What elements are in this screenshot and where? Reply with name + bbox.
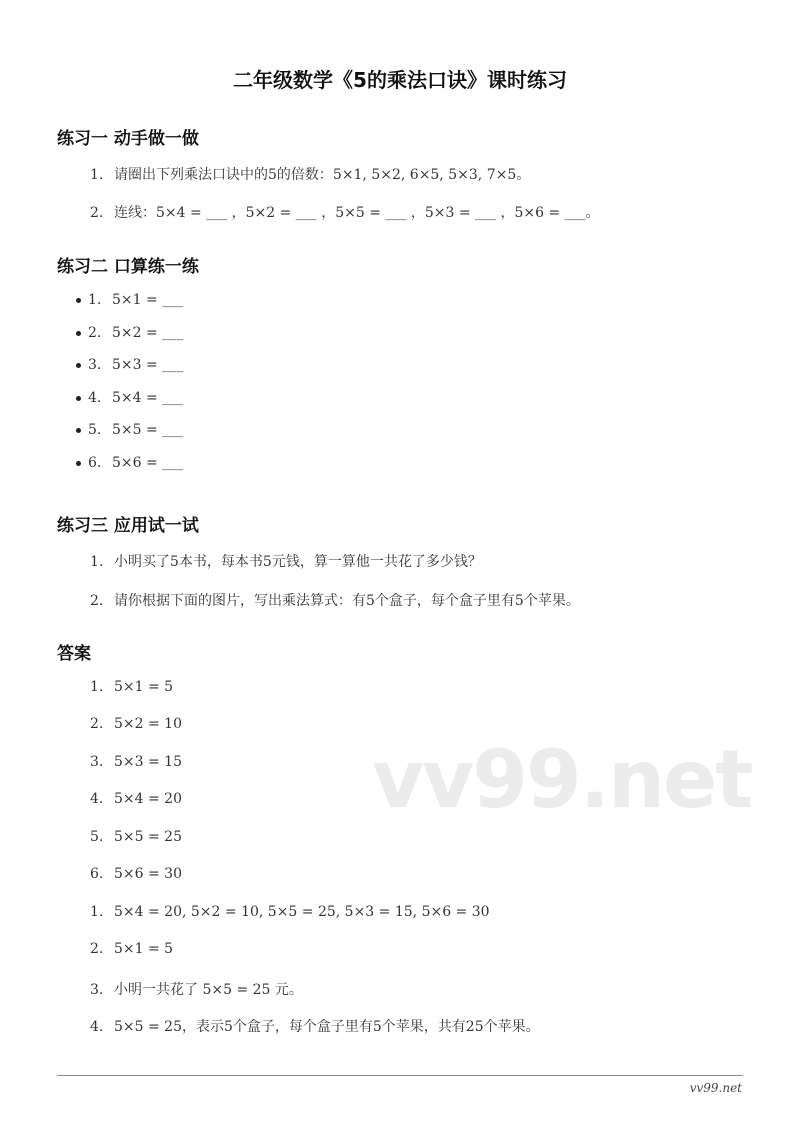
section-heading-2: 练习二 口算练一练 xyxy=(57,257,199,277)
answer-item xyxy=(90,754,182,770)
footer-divider xyxy=(57,1075,743,1076)
bullet-item xyxy=(76,325,183,341)
bullet-item xyxy=(76,390,183,406)
answer-item xyxy=(90,979,303,999)
answer-item xyxy=(90,866,182,882)
item-number: 2. xyxy=(90,205,104,221)
item-text: 5×3 = ___ xyxy=(112,357,184,373)
item-number: 4. xyxy=(90,1019,104,1035)
answer-item xyxy=(90,829,182,845)
bullet-icon xyxy=(76,331,81,336)
footer-site: vv99.net xyxy=(689,1081,742,1095)
watermark: vv99.net xyxy=(372,733,752,826)
item-number: 5. xyxy=(88,422,102,438)
item-number: 2. xyxy=(90,941,104,957)
item-text: 5×4 = 20, 5×2 = 10, 5×5 = 25, 5×3 = 15, 5×6 = 30 xyxy=(114,904,490,920)
item-number: 2. xyxy=(90,593,104,609)
item-text: 5×6 = ___ xyxy=(112,455,184,471)
item-text: 5×2 = 10 xyxy=(114,716,182,732)
bullet-icon xyxy=(76,363,81,368)
bullet-icon xyxy=(76,298,81,303)
bullet-item xyxy=(76,292,183,308)
list-item xyxy=(90,202,600,222)
bullet-icon xyxy=(76,396,81,401)
answer-item xyxy=(90,791,182,807)
item-number: 2. xyxy=(90,716,104,732)
section-heading-3: 练习三 应用试一试 xyxy=(57,516,199,536)
section-heading-answers: 答案 xyxy=(57,644,91,664)
item-number: 1. xyxy=(90,554,104,570)
bullet-icon xyxy=(76,461,81,466)
bullet-item xyxy=(76,422,183,438)
answer-item xyxy=(90,716,182,732)
item-text: 请圈出下列乘法口诀中的5的倍数：5×1, 5×2, 6×5, 5×3, 7×5。 xyxy=(114,167,531,183)
answer-item xyxy=(90,1016,540,1036)
item-text: 5×1 = 5 xyxy=(114,941,174,957)
item-text: 小明一共花了 5×5 = 25 元。 xyxy=(114,982,303,998)
list-item xyxy=(90,164,530,184)
item-number: 1. xyxy=(90,679,104,695)
item-text: 5×2 = ___ xyxy=(112,325,184,341)
item-number: 1. xyxy=(90,904,104,920)
item-text: 5×4 = 20 xyxy=(114,791,182,807)
item-number: 5. xyxy=(90,829,104,845)
answer-item xyxy=(90,679,173,695)
item-text: 连线：5×4 = ___ ，5×2 = ___ ，5×5 = ___ ，5×3 = ___ ，5×6 = ___。 xyxy=(114,205,600,221)
item-number: 4. xyxy=(88,390,102,406)
item-number: 3. xyxy=(88,357,102,373)
item-text: 请你根据下面的图片，写出乘法算式：有5个盒子，每个盒子里有5个苹果。 xyxy=(114,593,580,609)
item-number: 6. xyxy=(90,866,104,882)
page-title: 二年级数学《5的乘法口诀》课时练习 xyxy=(233,68,567,92)
item-number: 1. xyxy=(88,292,102,308)
list-item xyxy=(90,590,580,610)
item-number: 1. xyxy=(90,167,104,183)
list-item xyxy=(90,551,482,571)
bullet-icon xyxy=(76,428,81,433)
item-text: 5×6 = 30 xyxy=(114,866,182,882)
item-text: 5×3 = 15 xyxy=(114,754,182,770)
item-text: 5×5 = 25 xyxy=(114,829,182,845)
item-text: 小明买了5本书，每本书5元钱，算一算他一共花了多少钱？ xyxy=(114,554,482,570)
answer-item xyxy=(90,904,490,920)
bullet-item xyxy=(76,455,183,471)
item-number: 3. xyxy=(90,754,104,770)
item-text: 5×1 = 5 xyxy=(114,679,174,695)
answer-item xyxy=(90,941,173,957)
item-text: 5×5 = ___ xyxy=(112,422,184,438)
item-number: 3. xyxy=(90,982,104,998)
item-text: 5×5 = 25，表示5个盒子，每个盒子里有5个苹果，共有25个苹果。 xyxy=(114,1019,540,1035)
bullet-item xyxy=(76,357,183,373)
item-number: 2. xyxy=(88,325,102,341)
section-heading-1: 练习一 动手做一做 xyxy=(57,129,199,149)
item-number: 6. xyxy=(88,455,102,471)
item-text: 5×1 = ___ xyxy=(112,292,184,308)
item-text: 5×4 = ___ xyxy=(112,390,184,406)
item-number: 4. xyxy=(90,791,104,807)
